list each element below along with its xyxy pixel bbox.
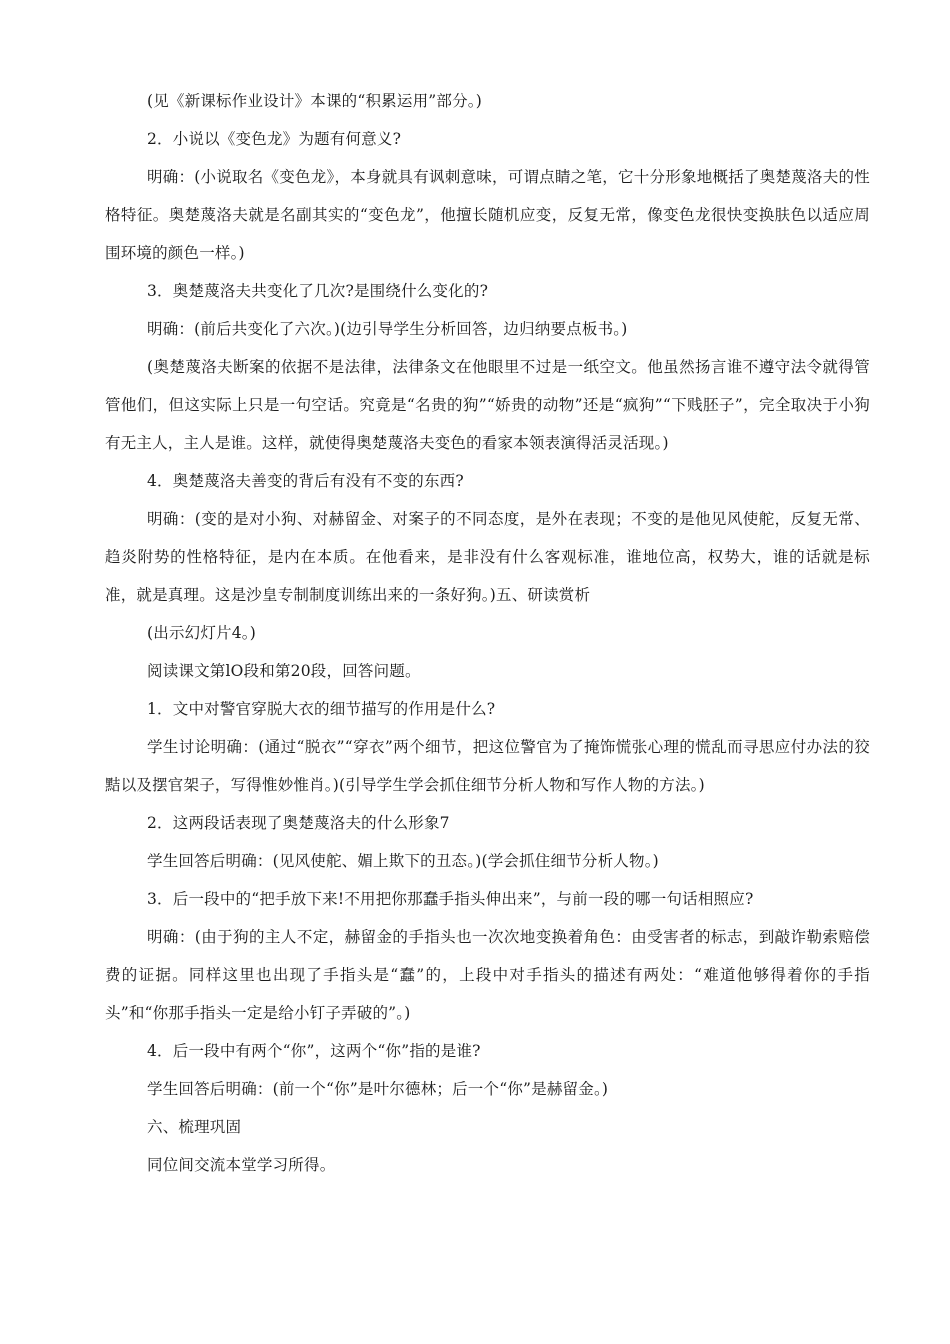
section-heading-review: 六、梳理巩固 [147, 1118, 242, 1136]
paragraph-slide-note: (出示幻灯片4。) [147, 624, 257, 642]
question-echo: 3．后一段中的“把手放下来!不用把你那蠢手指头伸出来”，与前一段的哪一句话相照应? [147, 890, 754, 908]
question-two-you: 4．后一段中有两个“你”，这两个“你”指的是谁? [147, 1042, 481, 1060]
answer-echo: 明确：(由于狗的主人不定，赫留金的手指头也一次次地变换着角色：由受害者的标志，到敲诈勒索赔偿费的证据。同样这里也出现了手指头是“蠢”的，上段中对手指头的描述有两处：“难道他够得着你的手指头”和“你那手指头一定是给小钉子弄破的”。) [105, 928, 870, 1022]
answer-change-count: 明确：(前后共变化了六次。)(边引导学生分析回答，边归纳要点板书。) [147, 320, 628, 338]
question-image: 2．这两段话表现了奥楚蔑洛夫的什么形象7 [147, 814, 450, 832]
question-coat-detail: 1．文中对警官穿脱大衣的细节描写的作用是什么? [147, 700, 496, 718]
paragraph-reading-task: 阅读课文第lO段和第20段，回答问题。 [147, 662, 421, 680]
paragraph-peer-exchange: 同位间交流本堂学习所得。 [147, 1156, 336, 1174]
answer-unchanging: 明确：(变的是对小狗、对赫留金、对案子的不同态度，是外在表现；不变的是他见风使舵，反复无常、趋炎附势的性格特征，是内在本质。在他看来，是非没有什么客观标准，谁地位高，权势大，谁的话就是标准，就是真理。这是沙皇专制制度训练出来的一条好狗。)五、研读赏析 [105, 510, 870, 604]
answer-two-you: 学生回答后明确：(前一个“你”是叶尔德林；后一个“你”是赫留金。) [147, 1080, 609, 1098]
answer-title-meaning: 明确：(小说取名《变色龙》，本身就具有讽刺意味，可谓点睛之笔，它十分形象地概括了奥楚蔑洛夫的性格特征。奥楚蔑洛夫就是名副其实的“变色龙”，他擅长随机应变，反复无常，像变色龙很快变换肤色以适应周围环境的颜色一样。) [105, 168, 870, 262]
paragraph-reference-note: (见《新课标作业设计》本课的“积累运用”部分。) [147, 92, 482, 110]
question-title-meaning: 2．小说以《变色龙》为题有何意义? [147, 130, 402, 148]
question-unchanging: 4．奥楚蔑洛夫善变的背后有没有不变的东西? [147, 472, 464, 490]
question-change-count: 3．奥楚蔑洛夫共变化了几次?是围绕什么变化的? [147, 282, 489, 300]
answer-image: 学生回答后明确：(见风使舵、媚上欺下的丑态。)(学会抓住细节分析人物。) [147, 852, 659, 870]
document-page [105, 82, 870, 1184]
answer-coat-detail: 学生讨论明确：(通过“脱衣”“穿衣”两个细节，把这位警官为了掩饰慌张心理的慌乱而寻思应付办法的狡黠以及摆官架子，写得惟妙惟肖。)(引导学生学会抓住细节分析人物和写作人物的方法。) [105, 738, 870, 794]
paragraph-judgment-basis: (奥楚蔑洛夫断案的依据不是法律，法律条文在他眼里不过是一纸空文。他虽然扬言谁不遵守法令就得管管他们，但这实际上只是一句空话。究竟是“名贵的狗”“娇贵的动物”还是“疯狗”“下贱胚子”，完全取决于小狗有无主人，主人是谁。这样，就使得奥楚蔑洛夫变色的看家本领表演得活灵活现。) [105, 358, 870, 452]
